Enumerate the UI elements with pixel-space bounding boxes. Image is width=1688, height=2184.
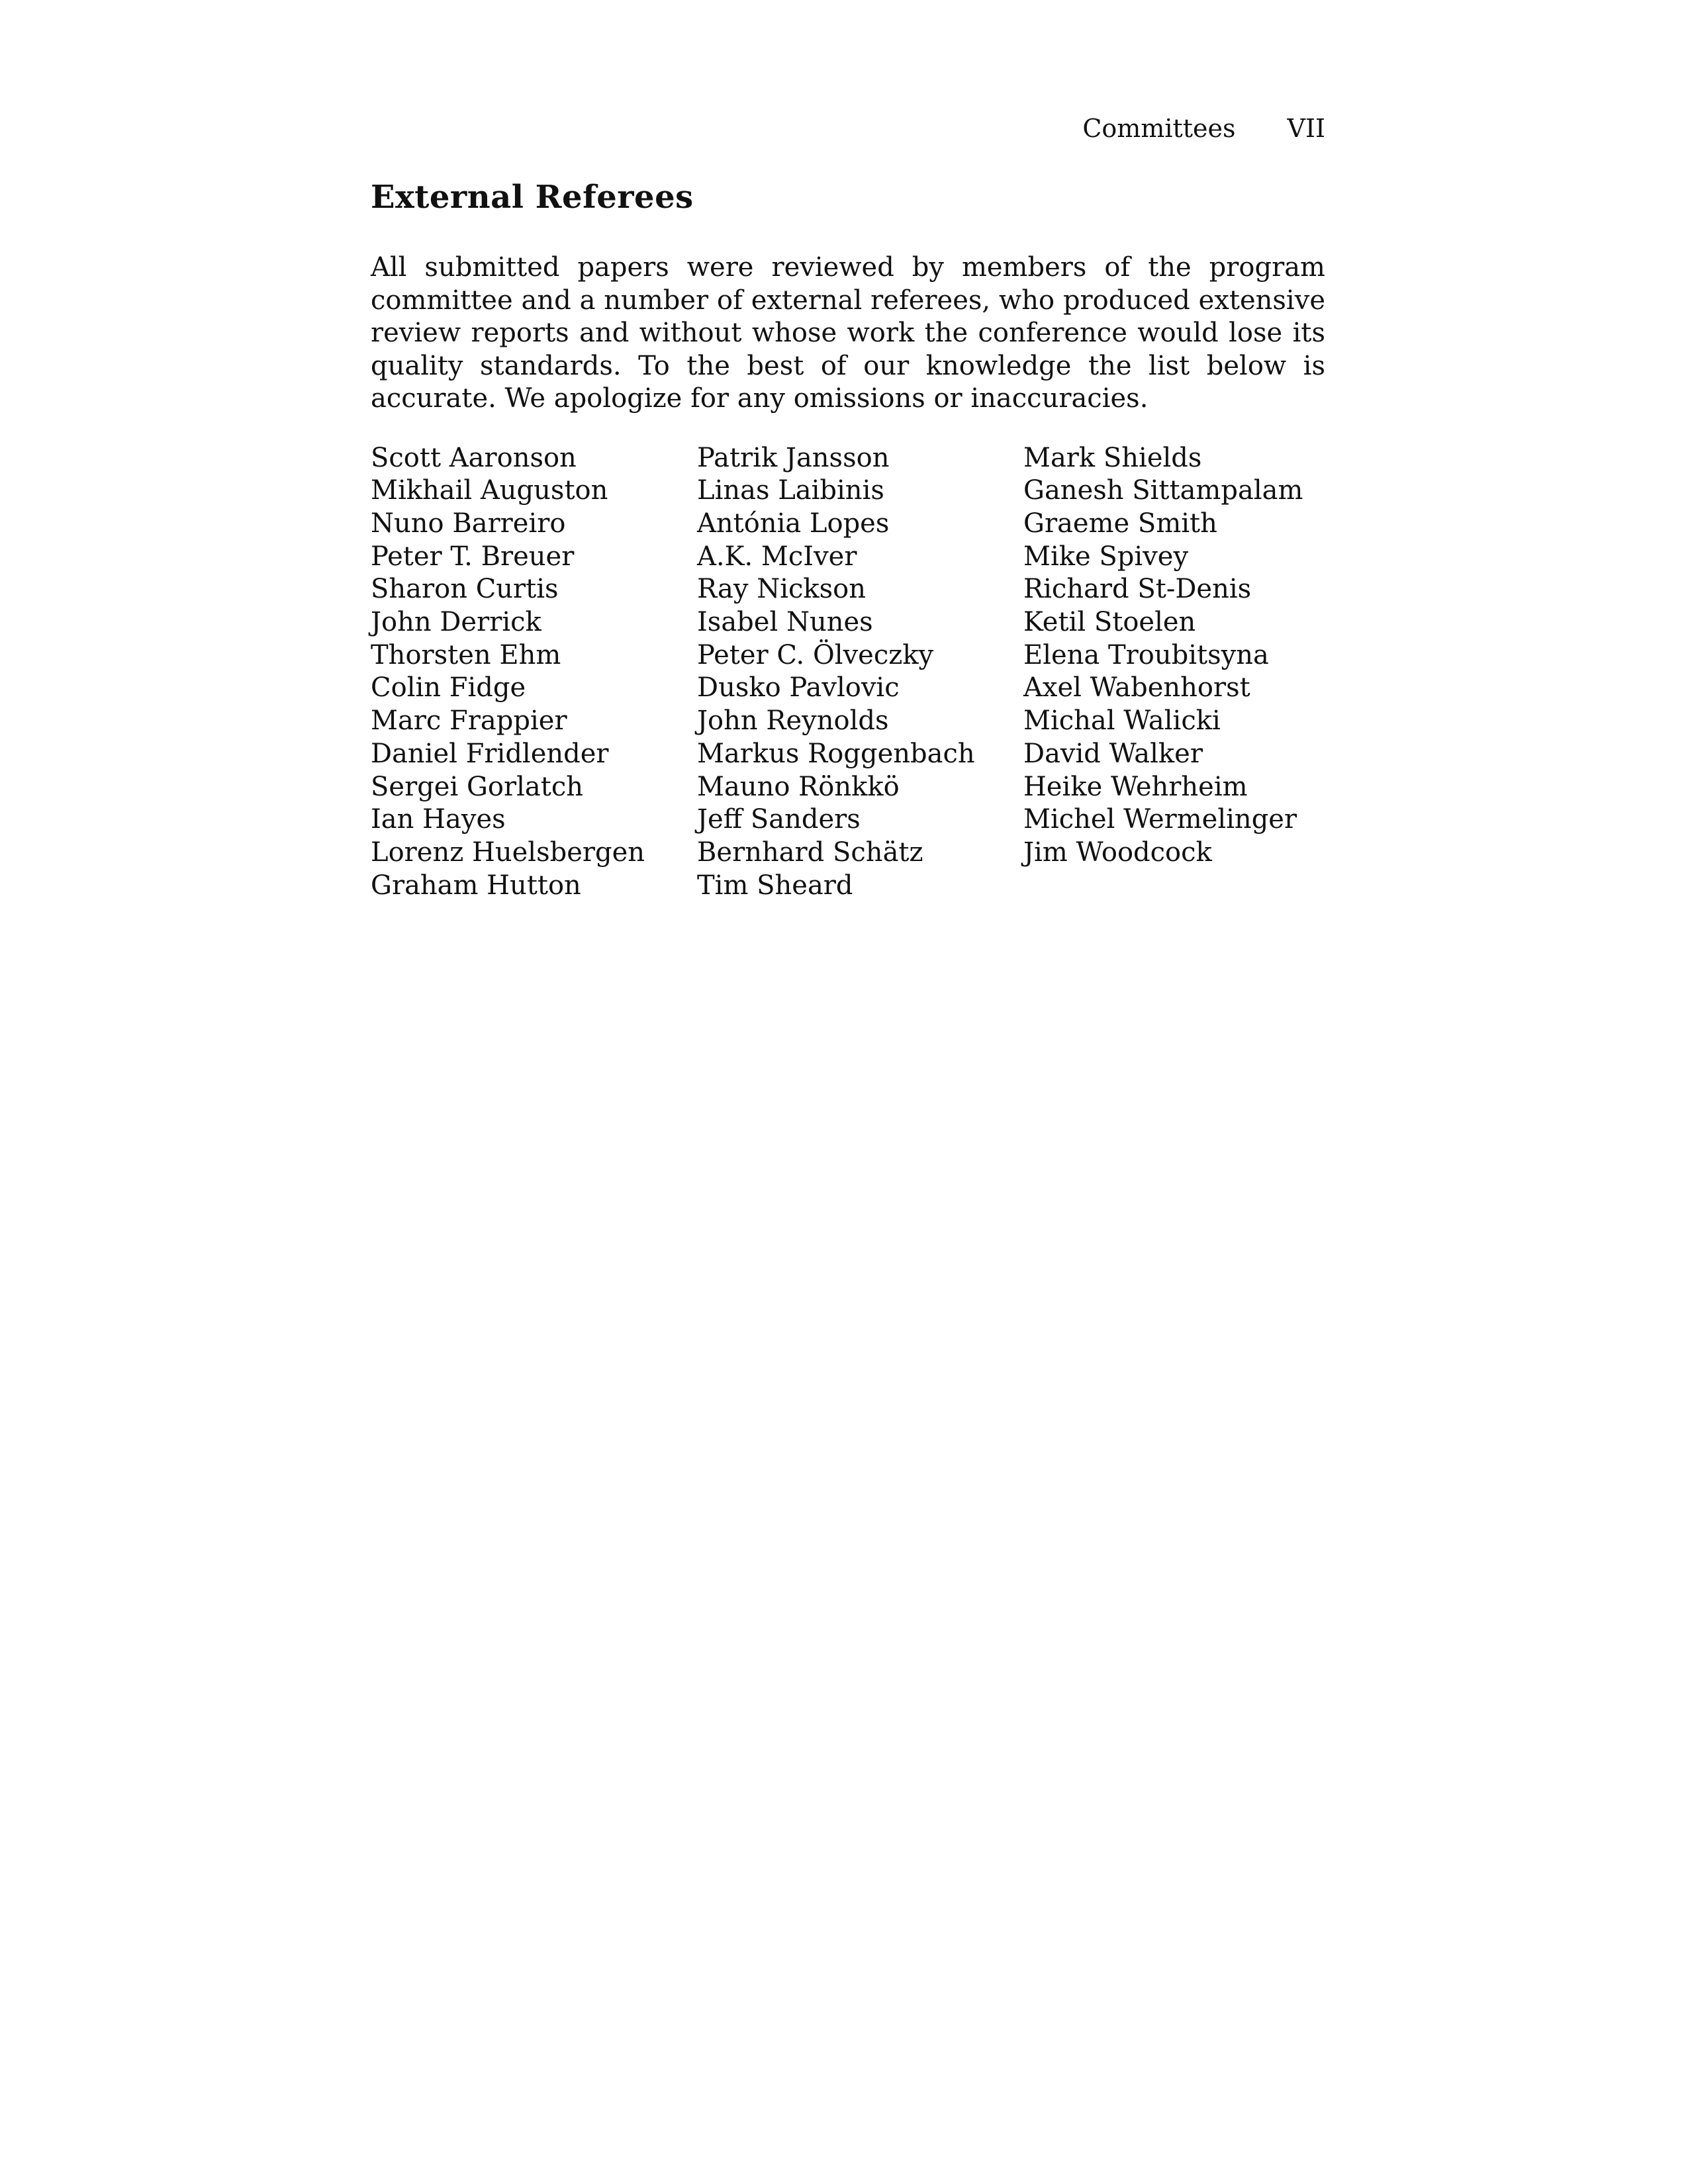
referee-name: Sergei Gorlatch	[371, 771, 584, 802]
referee-name: Markus Roggenbach	[697, 738, 975, 769]
referee-name: Michal Walicki	[1023, 705, 1221, 737]
referee-name: Bernhard Schätz	[697, 837, 923, 868]
referee-name: Marc Frappier	[371, 705, 567, 737]
referee-name: Graham Hutton	[371, 870, 581, 901]
referee-name: Colin Fidge	[371, 672, 526, 704]
referee-name: Nuno Barreiro	[371, 508, 566, 539]
running-head	[1082, 113, 1325, 144]
referee-name: Isabel Nunes	[697, 607, 873, 638]
referee-column-3	[1023, 442, 1325, 903]
referee-name: Lorenz Huelsbergen	[371, 837, 645, 868]
referee-name: Peter T. Breuer	[371, 541, 575, 572]
referee-list	[371, 442, 1325, 903]
referee-column-2	[697, 442, 1023, 903]
page-number: VII	[1287, 114, 1325, 143]
referee-name: Thorsten Ehm	[371, 639, 561, 670]
referee-name: Patrik Jansson	[697, 442, 890, 473]
referee-name: Tim Sheard	[697, 870, 853, 901]
referee-name: David Walker	[1023, 738, 1203, 769]
referee-name: Mauno Rönkkö	[697, 771, 900, 802]
referee-name: Scott Aaronson	[371, 442, 577, 473]
referee-name: Elena Troubitsyna	[1023, 639, 1269, 670]
referee-name: Heike Wehrheim	[1023, 771, 1248, 802]
page-content	[371, 177, 1325, 902]
referee-name: Jim Woodcock	[1023, 837, 1212, 868]
referee-name: Sharon Curtis	[371, 574, 559, 605]
referee-name: Axel Wabenhorst	[1023, 672, 1250, 704]
referee-name: Ian Hayes	[371, 804, 506, 835]
section-title: External Referees	[371, 179, 694, 216]
referee-name: Ganesh Sittampalam	[1023, 475, 1303, 506]
referee-name: John Derrick	[371, 607, 541, 638]
referee-name: Jeff Sanders	[697, 804, 861, 835]
referee-name: Daniel Fridlender	[371, 738, 609, 769]
referee-name: Mike Spivey	[1023, 541, 1189, 572]
referee-name: Michel Wermelinger	[1023, 804, 1297, 835]
referee-name: Antónia Lopes	[697, 508, 890, 539]
referee-name: Peter C. Ölveczky	[697, 639, 934, 670]
referee-name: Ray Nickson	[697, 574, 866, 605]
referee-name: Ketil Stoelen	[1023, 607, 1196, 638]
running-head-section: Committees	[1082, 114, 1236, 143]
referee-name: Dusko Pavlovic	[697, 672, 900, 704]
referee-name: John Reynolds	[697, 705, 889, 737]
referee-name: Linas Laibinis	[697, 475, 884, 506]
referee-name: Graeme Smith	[1023, 508, 1217, 539]
referee-name: Mikhail Auguston	[371, 475, 608, 506]
referee-name: Mark Shields	[1023, 442, 1202, 473]
referee-name: Richard St-Denis	[1023, 574, 1252, 605]
referee-column-1	[371, 442, 697, 903]
referee-name: A.K. McIver	[697, 541, 857, 572]
intro-paragraph: All submitted papers were reviewed by members of the program committee and a number of external referees, who produced extensive review reports and without whose work the conference would lose its quality standards. To the best of our knowledge the list below is accurate. We apologize for any omissions or inaccuracies.	[371, 252, 1325, 414]
